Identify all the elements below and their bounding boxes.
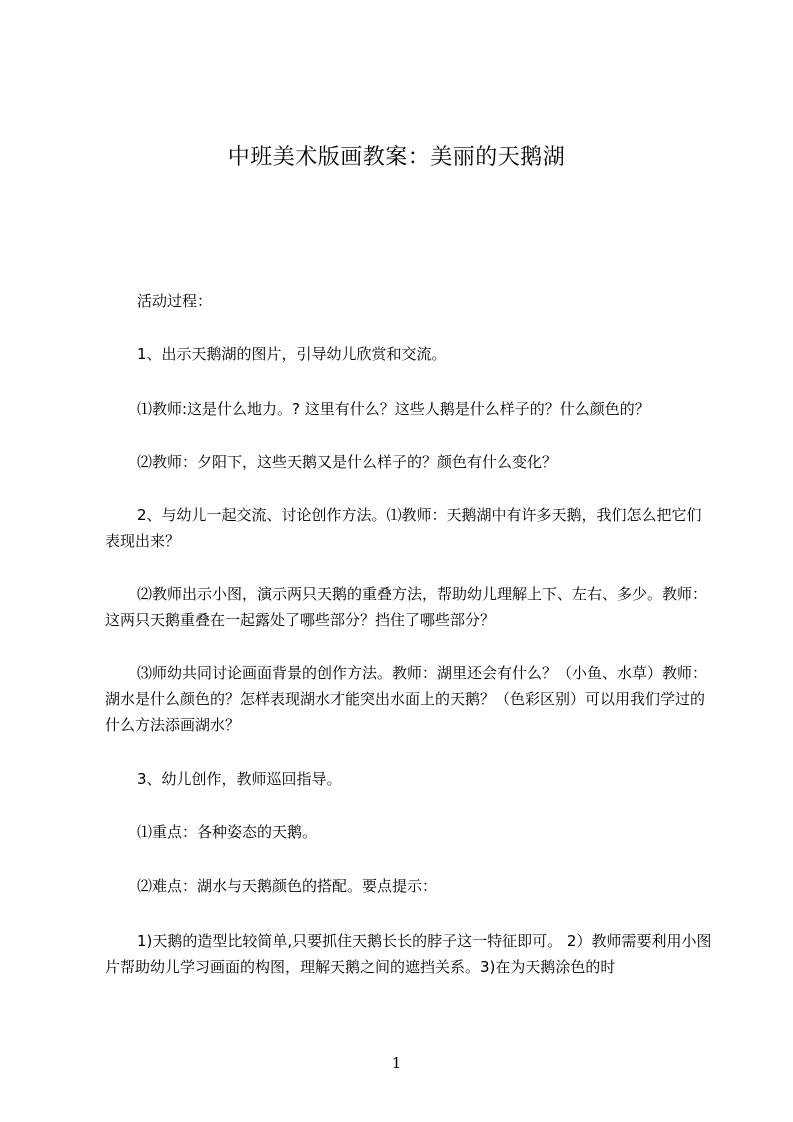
paragraph-activity-process: 活动过程： [137, 292, 213, 310]
paragraph-step-3-1: ⑴重点：各种姿态的天鹅。 [137, 823, 318, 841]
paragraph-step-2: 2、与幼儿一起交流、讨论创作方法。⑴教师：天鹅湖中有许多天鹅，我们怎么把它们表现出来？ [105, 506, 702, 550]
paragraph-step-1-2: ⑵教师：夕阳下，这些天鹅又是什么样子的？颜色有什么变化？ [137, 453, 558, 471]
paragraph-step-3: 3、幼儿创作，教师巡回指导。 [137, 770, 342, 788]
paragraph-step-2-2: ⑵教师出示小图，演示两只天鹅的重叠方法，帮助幼儿理解上下、左右、多少。教师：这两只天鹅重叠在一起露处了哪些部分？挡住了哪些部分？ [105, 585, 708, 629]
paragraph-tips: 1)天鹅的造型比较简单,只要抓住天鹅长长的脖子这一特征即可。 2）教师需要利用小图片帮助幼儿学习画面的构图，理解天鹅之间的遮挡关系。3)在为天鹅涂色的时 [105, 932, 712, 976]
paragraph-step-1: 1、出示天鹅湖的图片，引导幼儿欣赏和交流。 [137, 345, 447, 363]
paragraph-step-2-3: ⑶师幼共同讨论画面背景的创作方法。教师：湖里还会有什么？（小鱼、水草）教师：湖水是什么颜色的？怎样表现湖水才能突出水面上的天鹅？（色彩区别）可以用我们学过的什么方法添画湖水？ [105, 664, 708, 734]
document-title: 中班美术版画教案：美丽的天鹅湖 [227, 145, 566, 170]
page-number: 1 [391, 1054, 402, 1072]
paragraph-step-3-2: ⑵难点：湖水与天鹅颜色的搭配。要点提示： [137, 877, 438, 895]
paragraph-step-1-1: ⑴教师:这是什么地力。? 这里有什么？这些人鹅是什么样子的？什么颜色的？ [137, 400, 650, 418]
